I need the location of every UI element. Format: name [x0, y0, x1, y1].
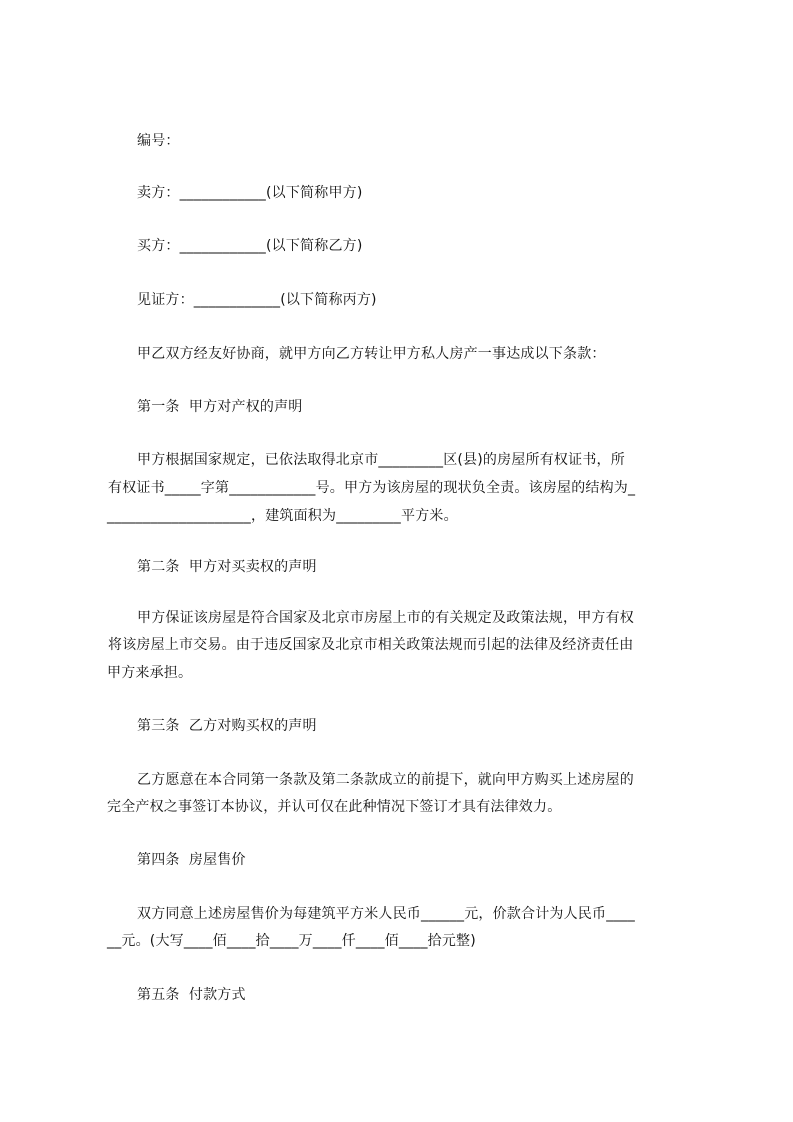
buyer-line: 买方：____________(以下简称乙方)	[137, 238, 363, 254]
article-3-line-1: 乙方愿意在本合同第一条款及第二条款成立的前提下，就向甲方购买上述房屋的	[137, 772, 634, 788]
article-2-title: 第二条 甲方对买卖权的声明	[137, 559, 317, 575]
intro-paragraph: 甲乙双方经友好协商，就甲方向乙方转让甲方私人房产一事达成以下条款：	[137, 346, 606, 362]
article-1-line-3: ____________________，建筑面积为_________平方米。	[107, 508, 458, 524]
article-1-line-1: 甲方根据国家规定，已依法取得北京市_________区(县)的房屋所有权证书，所	[137, 452, 625, 468]
article-3-title: 第三条 乙方对购买权的声明	[137, 718, 317, 734]
article-2-line-2: 将该房屋上市交易。由于违反国家及北京市相关政策法规而引起的法律及经济责任由	[108, 637, 634, 653]
article-2-line-3: 甲方来承担。	[107, 665, 193, 681]
witness-line: 见证方：____________(以下简称丙方)	[137, 292, 377, 308]
article-4-title: 第四条 房屋售价	[137, 852, 246, 868]
article-5-title: 第五条 付款方式	[137, 987, 246, 1003]
contract-number-label: 编号：	[137, 133, 180, 149]
seller-line: 卖方：____________(以下简称甲方)	[137, 185, 363, 201]
article-3-line-2: 完全产权之事签订本协议，并认可仅在此种情况下签订才具有法律效力。	[107, 799, 562, 815]
article-2-line-1: 甲方保证该房屋是符合国家及北京市房屋上市的有关规定及政策法规，甲方有权	[137, 610, 634, 626]
article-4-line-2: __元。(大写____佰____拾____万____仟____佰____拾元整)	[107, 933, 476, 949]
article-1-title: 第一条 甲方对产权的声明	[137, 399, 303, 415]
article-4-line-1: 双方同意上述房屋售价为每建筑平方米人民币______元，价款合计为人民币____	[137, 906, 635, 922]
article-1-line-2: 有权证书_____字第____________号。甲方为该房屋的现状负全责。该房屋的结构为_	[108, 480, 636, 496]
